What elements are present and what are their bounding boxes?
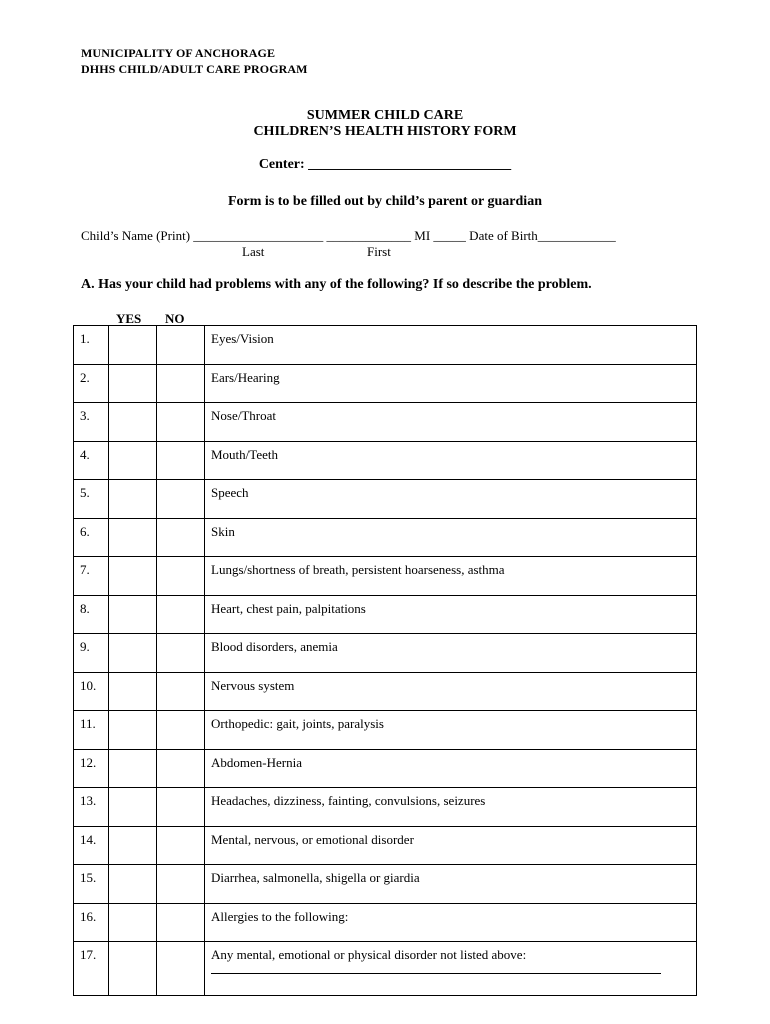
table-row (74, 788, 697, 827)
yes-checkbox[interactable] (109, 826, 157, 865)
section-a-heading: A. Has your child had problems with any of the following? If so describe the problem. (81, 277, 592, 292)
condition-label: Skin (211, 523, 235, 539)
table-row (74, 865, 697, 904)
condition-label: Mouth/Teeth (211, 446, 278, 462)
no-checkbox[interactable] (157, 403, 205, 442)
yes-checkbox[interactable] (109, 942, 157, 996)
row-number: 1. (74, 326, 109, 365)
condition-label: Any mental, emotional or physical disorder not listed above: (211, 947, 527, 962)
row-number: 17. (74, 942, 109, 996)
yes-checkbox[interactable] (109, 441, 157, 480)
table-row (74, 711, 697, 750)
yes-checkbox[interactable] (109, 364, 157, 403)
condition-label: Nose/Throat (211, 408, 276, 423)
yes-checkbox[interactable] (109, 903, 157, 942)
no-checkbox[interactable] (157, 634, 205, 673)
row-number: 12. (74, 749, 109, 788)
no-checkbox[interactable] (157, 595, 205, 634)
table-row (74, 595, 697, 634)
row-number: 2. (74, 364, 109, 403)
no-checkbox[interactable] (157, 788, 205, 827)
condition-description[interactable] (205, 826, 697, 865)
no-checkbox[interactable] (157, 711, 205, 750)
row-number: 15. (74, 865, 109, 904)
no-checkbox[interactable] (157, 518, 205, 557)
no-checkbox[interactable] (157, 557, 205, 596)
table-row (74, 903, 697, 942)
no-checkbox[interactable] (157, 826, 205, 865)
condition-label: Diarrhea, salmonella, shigella or giardia (211, 870, 420, 885)
condition-label: Ears/Hearing (211, 369, 280, 385)
yes-checkbox[interactable] (109, 672, 157, 711)
form-title-line2: CHILDREN’S HEALTH HISTORY FORM (253, 124, 517, 139)
condition-description[interactable] (205, 480, 697, 519)
row-number: 13. (74, 788, 109, 827)
condition-label: Allergies to the following: (211, 908, 349, 924)
condition-description[interactable] (205, 557, 697, 596)
table-row (74, 826, 697, 865)
condition-description[interactable] (205, 634, 697, 673)
row-number: 4. (74, 441, 109, 480)
condition-description[interactable] (205, 788, 697, 827)
condition-label: Abdomen-Hernia (211, 754, 302, 770)
yes-checkbox[interactable] (109, 326, 157, 365)
table-row (74, 441, 697, 480)
row-number: 14. (74, 826, 109, 865)
form-title-line1: SUMMER CHILD CARE (306, 108, 464, 123)
table-row (74, 480, 697, 519)
condition-description[interactable] (205, 672, 697, 711)
condition-description[interactable] (205, 518, 697, 557)
yes-checkbox[interactable] (109, 518, 157, 557)
yes-checkbox[interactable] (109, 403, 157, 442)
condition-description[interactable] (205, 326, 697, 365)
row-number: 11. (74, 711, 109, 750)
instructions: Form is to be filled out by child’s parent or guardian (228, 194, 542, 209)
row-number: 9. (74, 634, 109, 673)
yes-checkbox[interactable] (109, 788, 157, 827)
row-number: 7. (74, 557, 109, 596)
health-history-table (73, 325, 697, 996)
table-row (74, 942, 697, 996)
yes-checkbox[interactable] (109, 865, 157, 904)
yes-column-header: YES (116, 311, 142, 326)
condition-label: Lungs/shortness of breath, persistent hoarseness, asthma (211, 562, 505, 577)
condition-description[interactable] (205, 441, 697, 480)
description-blank-line[interactable] (211, 967, 661, 974)
table-row (74, 557, 697, 596)
condition-label: Speech (211, 485, 249, 500)
no-checkbox[interactable] (157, 903, 205, 942)
condition-label: Nervous system (211, 677, 295, 693)
row-number: 10. (74, 672, 109, 711)
condition-description[interactable] (205, 865, 697, 904)
table-row (74, 326, 697, 365)
child-info-line[interactable]: Child’s Name (Print) ____________________ _____________ MI _____ Date of Birth____________ (81, 228, 616, 243)
no-checkbox[interactable] (157, 480, 205, 519)
condition-description[interactable] (205, 942, 697, 996)
condition-description[interactable] (205, 595, 697, 634)
condition-description[interactable] (205, 711, 697, 750)
table-row (74, 403, 697, 442)
condition-label: Headaches, dizziness, fainting, convulsions, seizures (211, 793, 486, 808)
yes-checkbox[interactable] (109, 749, 157, 788)
condition-label: Blood disorders, anemia (211, 639, 338, 654)
program-name: DHHS CHILD/ADULT CARE PROGRAM (81, 62, 308, 76)
row-number: 8. (74, 595, 109, 634)
no-checkbox[interactable] (157, 441, 205, 480)
no-checkbox[interactable] (157, 865, 205, 904)
table-row (74, 518, 697, 557)
condition-label: Mental, nervous, or emotional disorder (211, 831, 414, 847)
condition-description[interactable] (205, 364, 697, 403)
no-checkbox[interactable] (157, 942, 205, 996)
yes-checkbox[interactable] (109, 557, 157, 596)
table-row (74, 672, 697, 711)
no-checkbox[interactable] (157, 326, 205, 365)
row-number: 6. (74, 518, 109, 557)
row-number: 3. (74, 403, 109, 442)
condition-label: Eyes/Vision (211, 331, 274, 346)
first-name-label: First (367, 244, 391, 259)
yes-checkbox[interactable] (109, 595, 157, 634)
row-number: 16. (74, 903, 109, 942)
row-number: 5. (74, 480, 109, 519)
yes-checkbox[interactable] (109, 634, 157, 673)
table-row (74, 364, 697, 403)
condition-label: Heart, chest pain, palpitations (211, 600, 366, 616)
table-row (74, 749, 697, 788)
condition-description[interactable] (205, 903, 697, 942)
yes-checkbox[interactable] (109, 711, 157, 750)
yes-checkbox[interactable] (109, 480, 157, 519)
center-field[interactable]: Center: _____________________________ (258, 157, 512, 172)
table-row (74, 634, 697, 673)
condition-description[interactable] (205, 403, 697, 442)
last-name-label: Last (242, 244, 265, 259)
org-name: MUNICIPALITY OF ANCHORAGE (81, 46, 276, 60)
condition-description[interactable] (205, 749, 697, 788)
condition-label: Orthopedic: gait, joints, paralysis (211, 716, 384, 731)
no-column-header: NO (165, 311, 185, 326)
no-checkbox[interactable] (157, 672, 205, 711)
no-checkbox[interactable] (157, 364, 205, 403)
no-checkbox[interactable] (157, 749, 205, 788)
